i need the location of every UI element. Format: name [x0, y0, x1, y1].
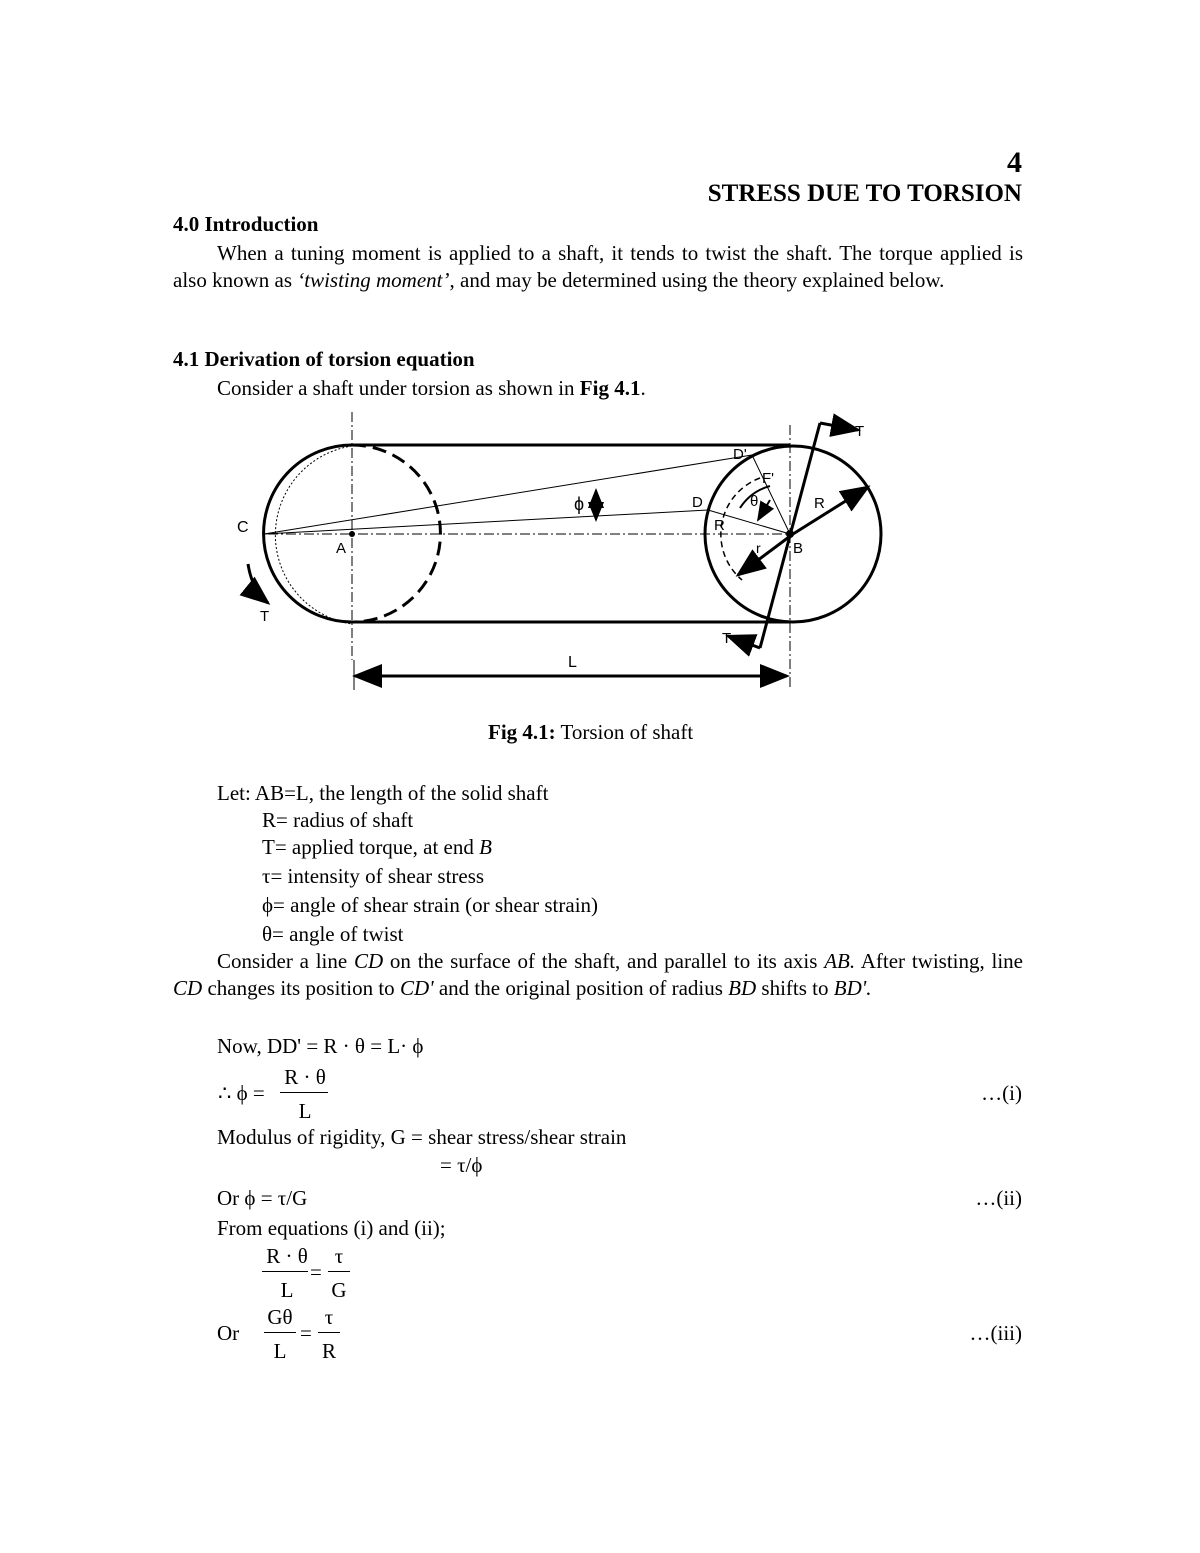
def-torque	[262, 837, 492, 858]
torsion-figure	[220, 410, 900, 700]
eq3b-bar-2	[318, 1332, 340, 1333]
label-phi: ϕ	[574, 494, 585, 514]
eq3b-denominator-1: L	[273, 1339, 287, 1363]
eq3a-denominator-2: G	[331, 1278, 347, 1302]
eq-or-1: Or ϕ = τ/G	[217, 1186, 308, 1210]
label-theta: θ	[750, 493, 759, 510]
intro-text-b: , and may be determined using the theory explained below.	[449, 268, 945, 292]
def-let: Let: AB=L, the length of the solid shaft	[217, 781, 549, 805]
derivation-heading: 4.1 Derivation of torsion equation	[173, 347, 475, 371]
eq-modulus-2: = τ/ϕ	[440, 1153, 483, 1177]
radius-outer-arrow	[793, 487, 868, 534]
label-l: L	[568, 654, 577, 671]
consider-line	[217, 378, 646, 399]
eq3b-equals: =	[300, 1321, 312, 1345]
caption-label: Fig 4.1:	[488, 720, 556, 744]
lp-2: on the surface of the shaft, and parallel to its axis	[383, 949, 825, 973]
def-tau: τ= intensity of shear stress	[262, 864, 485, 888]
eq3b-bar-1	[264, 1332, 296, 1333]
eq3a-numerator-2: τ	[334, 1244, 344, 1268]
line-cd-prime	[264, 455, 752, 534]
left-torque-arrow	[248, 564, 268, 603]
label-c: C	[237, 519, 249, 536]
lp-4: changes its position to	[202, 976, 400, 1000]
eq3a-bar-1	[262, 1271, 308, 1272]
theta-arrow	[758, 500, 770, 520]
chapter-number: 4	[1007, 146, 1022, 179]
label-t-top: T	[855, 423, 865, 440]
label-a: A	[336, 540, 347, 557]
label-r-small: r	[756, 540, 761, 556]
def-torque-text: T= applied torque, at end	[262, 835, 480, 859]
torque-arrow-bottom	[728, 636, 760, 648]
lp-1: Consider a line	[217, 949, 354, 973]
eq3a-denominator-1: L	[280, 1278, 294, 1302]
label-r-outer: R	[814, 495, 825, 512]
def-torque-end: B	[479, 835, 492, 859]
lp-bdp: BD'.	[833, 976, 872, 1000]
eq3a-equals: =	[310, 1260, 322, 1284]
figure-caption	[488, 722, 693, 743]
line-cd	[264, 510, 708, 534]
label-b: B	[793, 540, 804, 557]
lp-bd: BD	[728, 976, 757, 1000]
lp-5: and the original position of radius	[433, 976, 729, 1000]
eq3b-denominator-2: R	[321, 1339, 336, 1363]
label-d: D	[692, 494, 703, 511]
eq2-tag: …(ii)	[975, 1186, 1022, 1210]
lp-cd: CD	[353, 949, 384, 973]
consider-text: Consider a shaft under torsion as shown in	[217, 376, 580, 400]
chapter-title: STRESS DUE TO TORSION	[707, 180, 1022, 207]
eq3b-numerator-2: τ	[324, 1305, 334, 1329]
eq-therefore: ∴ ϕ =	[218, 1081, 265, 1105]
def-theta: θ= angle of twist	[262, 922, 404, 946]
lp-6: shifts to	[756, 976, 834, 1000]
label-r-inner: R	[714, 517, 725, 534]
eq3a-bar-2	[328, 1271, 350, 1272]
label-d-prime: D'	[733, 446, 747, 463]
consider-end: .	[640, 376, 646, 400]
torque-arrow-top	[820, 423, 858, 430]
intro-text-italic: ‘twisting moment’	[297, 268, 450, 292]
intro-heading: 4.0 Introduction	[173, 212, 319, 236]
label-t-left: T	[260, 608, 270, 625]
line-cd-paragraph	[173, 948, 1023, 1002]
label-f-prime: F'	[762, 470, 775, 487]
eq-now: Now, DD' = R · θ = L· ϕ	[217, 1034, 424, 1058]
eq1-numerator: R · θ	[284, 1065, 326, 1089]
eq3a-numerator-1: R · θ	[266, 1244, 308, 1268]
eq1-denominator: L	[298, 1099, 312, 1123]
lp-cdp: CD'	[399, 976, 434, 1000]
point-a	[349, 531, 355, 537]
eq-modulus: Modulus of rigidity, G = shear stress/shear strain	[217, 1125, 627, 1149]
eq3b-numerator-1: Gθ	[267, 1305, 293, 1329]
consider-fig-ref: Fig 4.1	[579, 376, 641, 400]
def-radius: R= radius of shaft	[262, 808, 414, 832]
eq3-tag: …(iii)	[969, 1321, 1022, 1345]
eq-from: From equations (i) and (ii);	[217, 1216, 446, 1240]
def-phi: ϕ= angle of shear strain (or shear strain)	[262, 893, 599, 917]
caption-text: Torsion of shaft	[555, 720, 694, 744]
lp-ab: AB.	[824, 949, 856, 973]
intro-paragraph	[173, 240, 1023, 294]
eq-or-2: Or	[217, 1321, 240, 1345]
lp-cd2: CD	[173, 976, 203, 1000]
eq1-tag: …(i)	[981, 1081, 1022, 1105]
label-t-bottom: T	[722, 630, 732, 647]
intro-text-a: When a tuning moment is applied to a shaft, it tends to twist the shaft. The torque applied is also known as	[173, 241, 1023, 292]
eq1-fraction-bar	[280, 1092, 328, 1093]
lp-3: After twisting, line	[855, 949, 1024, 973]
